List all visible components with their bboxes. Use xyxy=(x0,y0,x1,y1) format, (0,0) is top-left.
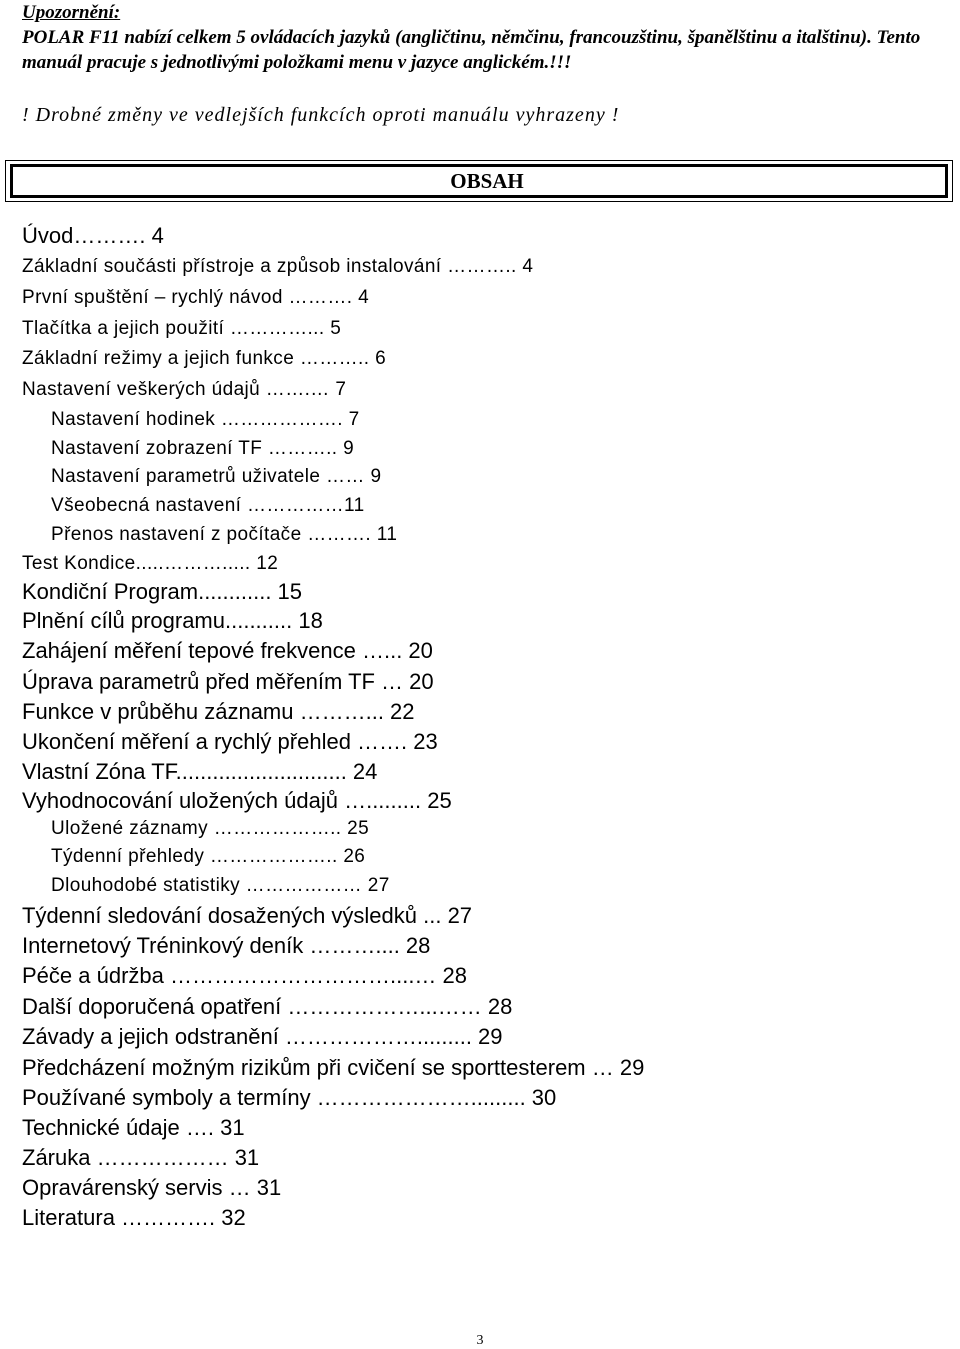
toc-entry: Další doporučená opatření ………………...…… 28 xyxy=(22,994,513,1019)
toc-entry: Opravárenský servis … 31 xyxy=(22,1175,282,1200)
contents-heading: OBSAH xyxy=(450,168,524,193)
toc-entry: Všeobecná nastavení ……………11 xyxy=(51,495,365,516)
toc-entry: Funkce v průběhu záznamu ………... 22 xyxy=(22,699,415,724)
toc-entry: Nastavení parametrů uživatele …… 9 xyxy=(51,466,382,487)
toc-entry: Vyhodnocování uložených údajů …......... 25 xyxy=(22,788,452,813)
contents-banner xyxy=(5,160,953,202)
toc-entry: Záruka ……………… 31 xyxy=(22,1145,260,1170)
toc-entry: Literatura …………. 32 xyxy=(22,1205,246,1230)
notice-note: ! Drobné změny ve vedlejších funkcích oproti manuálu vyhrazeny ! xyxy=(22,104,620,126)
toc-entry: Dlouhodobé statistiky ……………… 27 xyxy=(51,875,390,896)
toc-entry: Nastavení veškerých údajů …….… 7 xyxy=(22,379,347,400)
toc-entry: Úvod………. 4 xyxy=(22,223,164,248)
toc-entry: Nastavení zobrazení TF ……….. 9 xyxy=(51,438,355,459)
toc-entry: Základní režimy a jejich funkce ……….. 6 xyxy=(22,348,387,369)
toc-entry: První spuštění – rychlý návod ………. 4 xyxy=(22,287,370,308)
page-number: 3 xyxy=(476,1333,484,1348)
toc-entry: Uložené záznamy ……………….. 25 xyxy=(51,818,370,839)
toc-entry: Týdenní sledování dosažených výsledků ... 27 xyxy=(22,903,473,928)
toc-entry: Zahájení měření tepové frekvence …... 20 xyxy=(22,638,433,663)
toc-entry: Tlačítka a jejich použití …………... 5 xyxy=(22,318,342,339)
toc-entry: Přenos nastavení z počítače ………. 11 xyxy=(51,524,398,545)
notice-body: POLAR F11 nabízí celkem 5 ovládacích jazyků (angličtinu, němčinu, francouzštinu, španělštinu a italštinu). Tento manuál pracuje s jednotlivými položkami menu v jazyce anglickém.!!! xyxy=(22,27,921,73)
notice xyxy=(22,0,952,126)
toc-entry: Vlastní Zóna TF............................ 24 xyxy=(22,759,378,784)
toc-entry: Předcházení možným rizikům při cvičení se sporttesterem … 29 xyxy=(22,1055,645,1080)
toc-entry: Internetový Tréninkový deník ……….... 28 xyxy=(22,933,431,958)
toc-entry: Péče a údržba …………………………....… 28 xyxy=(22,963,468,988)
toc-entry: Ukončení měření a rychlý přehled ……. 23 xyxy=(22,729,438,754)
toc-entry: Úprava parametrů před měřením TF … 20 xyxy=(22,669,434,694)
toc-entry: Základní součásti přístroje a způsob instalování ……….. 4 xyxy=(22,256,534,277)
toc-entry: Kondiční Program............ 15 xyxy=(22,579,303,604)
notice-title: Upozornění: xyxy=(22,2,121,23)
toc-entry: Technické údaje …. 31 xyxy=(22,1115,245,1140)
toc-entry: Test Kondice.....………..... 12 xyxy=(22,553,279,574)
contents-banner-inner xyxy=(10,164,948,198)
toc-entry: Závady a jejich odstranění ………………......... 29 xyxy=(22,1024,503,1049)
toc-entry: Plnění cílů programu........... 18 xyxy=(22,608,323,633)
toc-entry: Používané symboly a termíny …………………......... 30 xyxy=(22,1085,557,1110)
toc-entry: Týdenní přehledy ……………….. 26 xyxy=(51,846,366,867)
toc-entry: Nastavení hodinek ………………. 7 xyxy=(51,409,360,430)
